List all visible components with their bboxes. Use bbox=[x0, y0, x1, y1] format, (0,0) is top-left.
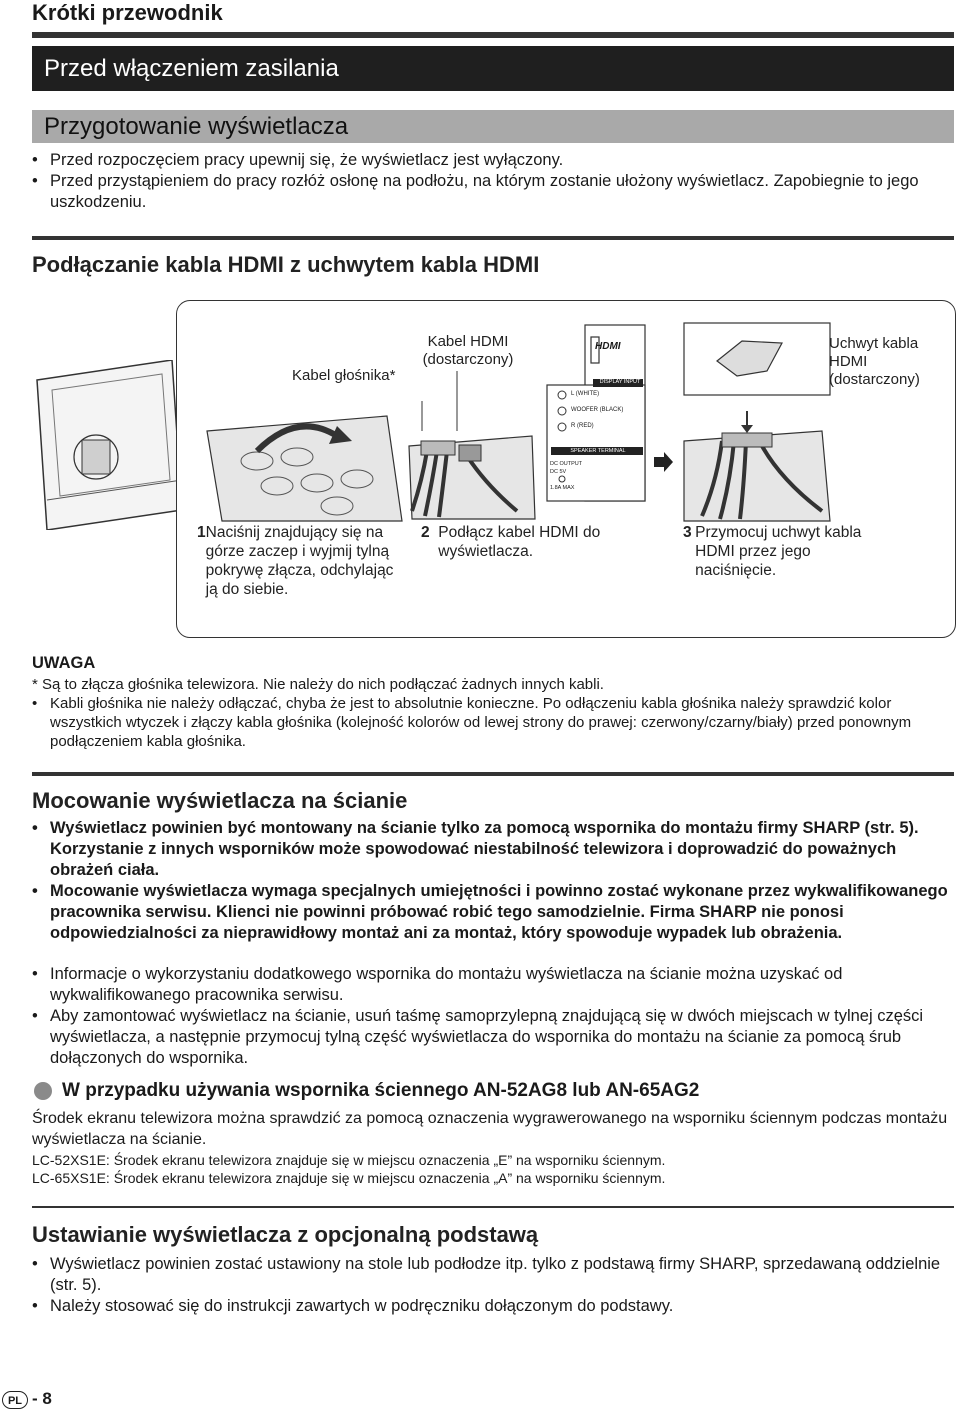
subsection-bar: Przygotowanie wyświetlacza bbox=[32, 110, 954, 143]
note-heading: UWAGA bbox=[32, 654, 96, 672]
page-number: - 8 bbox=[32, 1389, 52, 1408]
wall-bold-bullet-list bbox=[32, 818, 954, 944]
max-current-label: 1.8A MAX bbox=[550, 485, 575, 491]
section-rule bbox=[32, 236, 954, 240]
page-header-title: Krótki przewodnik bbox=[32, 0, 223, 25]
stand-bullet-list bbox=[32, 1254, 954, 1317]
step3-illustration bbox=[682, 321, 832, 526]
wall-bullet-list bbox=[32, 964, 954, 1069]
language-badge: PL bbox=[2, 1391, 28, 1409]
list-item: • Informacje o wykorzystaniu dodatkowego wspornika do montażu wyświetlacza na ścianie można uzyskać od wykwalifikowanego pracownika serwisu. bbox=[32, 964, 954, 1006]
note-bullet-list bbox=[32, 694, 954, 751]
dc-output-label: DC OUTPUT bbox=[550, 461, 583, 467]
list-item: • Kabli głośnika nie należy odłączać, chyba że jest to absolutnie konieczne. Po odłączeniu kabla głośnika należy sprawdzić kolor wszystkich wtyczek i złączy kabla głośnika (kolejność kolorów od lewej strony do prawej: czerwony/czarny/biały) przed ponownym podłączeniem kabla głośnika. bbox=[32, 694, 954, 751]
hdmi-holder-label: Uchwyt kabla HDMI (dostarczony) bbox=[829, 335, 920, 388]
section-bar: Przed włączeniem zasilania bbox=[32, 46, 954, 91]
list-item: • Wyświetlacz powinien być montowany na ścianie tylko za pomocą wspornika do montażu firmy SHARP (str. 5). Korzystanie z innych wsporników może spowodować niestabilność telewizora i doprowadzić do poważnych obrażeń ciała. bbox=[32, 818, 954, 881]
list-item: • Aby zamontować wyświetlacz na ścianie, usuń taśmę samoprzylepną znajdującą się w dwóch miejscach w tylnej części wyświetlacza, a następnie przymocuj tylną część wyświetlacza do wspornika do montażu na ścianie za pomocą śrub dołączonych do wspornika. bbox=[32, 1006, 954, 1069]
list-item: • Przed przystąpieniem do pracy rozłóż osłonę na podłożu, na którym zostanie ułożony wyświetlacz. Zapobiegnie to jego uszkodzeniu. bbox=[32, 171, 954, 213]
step-text: Podłącz kabel HDMI do wyświetlacza. bbox=[438, 524, 601, 560]
hdmi-logo: HDMI bbox=[595, 341, 621, 352]
step-number: 3 bbox=[683, 524, 692, 541]
step-3 bbox=[683, 523, 883, 580]
section-rule bbox=[32, 1206, 954, 1208]
step-number: 2 bbox=[421, 524, 430, 541]
step-1 bbox=[197, 523, 402, 599]
speaker-cable-label: Kabel głośnika* bbox=[292, 367, 396, 384]
arrow-right-icon bbox=[652, 451, 674, 473]
l-white-label: L (WHITE) bbox=[571, 391, 600, 397]
stand-section-title: Ustawianie wyświetlacza z opcjonalną podstawą bbox=[32, 1222, 539, 1247]
hdmi-section-title: Podłączanie kabla HDMI z uchwytem kabla HDMI bbox=[32, 252, 540, 277]
note-star-line: * Są to złącza głośnika telewizora. Nie należy do nich podłączać żadnych innych kabli. bbox=[32, 676, 604, 693]
step2-illustration bbox=[407, 371, 537, 521]
wall-bracket-paragraph: Środek ekranu telewizora można sprawdzić za pomocą oznaczenia wygrawerowanego na wsporniku ściennym podczas montażu wyświetlacza na ścianie. bbox=[32, 1110, 948, 1148]
prep-bullet-list bbox=[32, 150, 954, 213]
speaker-terminal-label: SPEAKER TERMINAL bbox=[570, 448, 626, 454]
wall-bracket-subheading: W przypadku używania wspornika ściennego AN-52AG8 lub AN-65AG2 bbox=[62, 1080, 700, 1101]
header-rule bbox=[32, 32, 954, 38]
step1-illustration bbox=[197, 411, 407, 526]
woofer-label: WOOFER (BLACK) bbox=[571, 407, 624, 413]
step-text: Naciśnij znajdujący się na górze zaczep i wyjmij tylną pokrywę złącza, odchylając ją do siebie. bbox=[205, 524, 394, 598]
step-text: Przymocuj uchwyt kabla HDMI przez jego naciśnięcie. bbox=[695, 524, 862, 579]
list-item: • Przed rozpoczęciem pracy upewnij się, że wyświetlacz jest wyłączony. bbox=[32, 150, 954, 171]
step-number: 1 bbox=[197, 524, 206, 541]
display-input-label: DISPLAY INPUT bbox=[599, 379, 641, 385]
dc-5v-label: DC 5V bbox=[550, 469, 567, 475]
r-red-label: R (RED) bbox=[571, 423, 594, 429]
hdmi-diagram-panel bbox=[176, 300, 956, 638]
bullet-circle-icon bbox=[34, 1082, 52, 1100]
section-rule bbox=[32, 772, 954, 776]
wall-section-title: Mocowanie wyświetlacza na ścianie bbox=[32, 788, 408, 813]
tv-back-illustration bbox=[32, 360, 182, 530]
hdmi-cable-label: Kabel HDMI (dostarczony) bbox=[422, 333, 514, 368]
step-2 bbox=[421, 523, 626, 561]
list-item: • Mocowanie wyświetlacza wymaga specjalnych umiejętności i powinno zostać wykonane przez wykwalifikowanego pracownika serwisu. Klienci nie powinni próbować robić tego samodzielnie. Firma SHARP nie ponosi odpowiedzialności za nieprawidłowy montaż ani za montaż, który spowoduje wypadek lub obrażenia. bbox=[32, 881, 954, 944]
list-item: • Należy stosować się do instrukcji zawartych w podręczniku dołączonym do podstawy. bbox=[32, 1296, 954, 1317]
model-line: LC-52XS1E: Środek ekranu telewizora znajduje się w miejscu oznaczenia „E” na wsporniku ściennym. bbox=[32, 1152, 666, 1168]
list-item: • Wyświetlacz powinien zostać ustawiony na stole lub podłodze itp. tylko z podstawą firmy SHARP, sprzedawaną oddzielnie (str. 5). bbox=[32, 1254, 954, 1296]
model-line: LC-65XS1E: Środek ekranu telewizora znajduje się w miejscu oznaczenia „A” na wsporniku ściennym. bbox=[32, 1170, 666, 1186]
